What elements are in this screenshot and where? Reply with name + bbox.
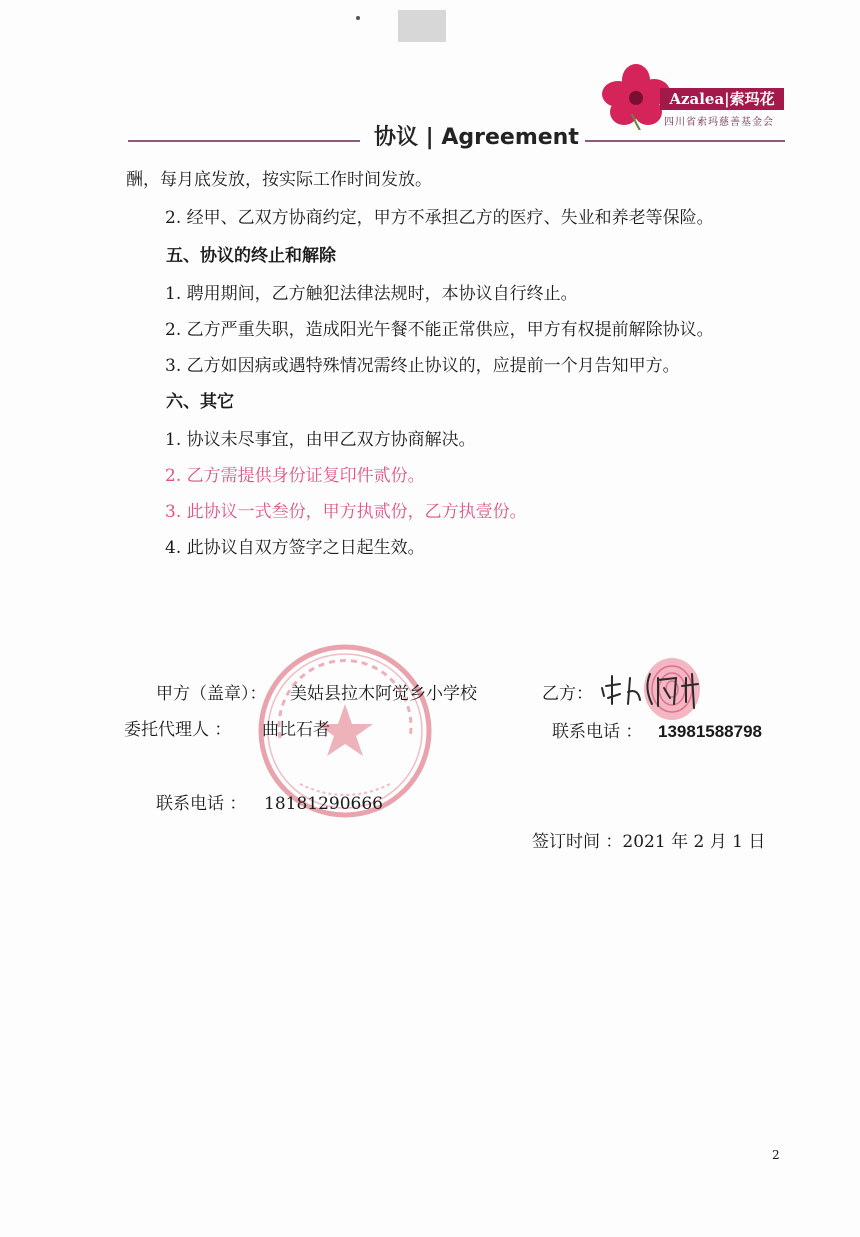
party-a-phone: 18181290666 [264, 794, 383, 814]
party-a-phone-label: 联系电话 ： [156, 794, 247, 814]
agent-label: 委托代理人 ： [124, 720, 232, 740]
scan-dot [356, 16, 360, 20]
logo-org-name: 四川省索玛慈善基金会 [664, 117, 774, 128]
page-number: 2 [772, 1148, 780, 1162]
party-a-name: 美姑县拉木阿觉乡小学校 [290, 684, 477, 704]
party-b-phone-label: 联系电话 ： [552, 722, 643, 742]
party-b-phone: 13981588798 [658, 722, 763, 741]
section-6-title: 六、其它 [166, 392, 234, 412]
section-5-title: 五、协议的终止和解除 [166, 246, 336, 266]
party-b-label: 乙方： [542, 684, 593, 704]
header-rule-right [585, 140, 785, 142]
section-6-item-4: 4. 此协议自双方签字之日起生效。 [165, 538, 425, 558]
party-a-label: 甲方（盖章）： [156, 684, 267, 704]
header-rule-left [128, 140, 360, 142]
section-5-item-1: 1. 聘用期间，乙方触犯法律法规时，本协议自行终止。 [165, 284, 578, 304]
section-6-item-1: 1. 协议未尽事宜，由甲乙双方协商解决。 [165, 430, 476, 450]
section-6-item-3: 3. 此协议一式叁份，甲方执贰份，乙方执壹份。 [165, 502, 527, 522]
continued-line: 酬，每月底发放，按实际工作时间发放。 [126, 170, 432, 190]
header-title: 协议 | Agreement [374, 125, 579, 150]
signing-date: 签订时间 ：2021 年 2 月 1 日 [532, 832, 766, 852]
section-6-item-2: 2. 乙方需提供身份证复印件贰份。 [165, 466, 425, 486]
section-5-item-3: 3. 乙方如因病或遇特殊情况需终止协议的，应提前一个月告知甲方。 [165, 356, 680, 376]
agent-name: 曲比石者 [262, 720, 330, 740]
clause-item: 2. 经甲、乙双方协商约定，甲方不承担乙方的医疗、失业和养老等保险。 [165, 208, 714, 228]
handwritten-signature-icon [586, 664, 746, 714]
section-5-item-2: 2. 乙方严重失职，造成阳光午餐不能正常供应，甲方有权提前解除协议。 [165, 320, 714, 340]
foundation-logo [660, 88, 788, 130]
scan-artifact [398, 10, 446, 42]
logo-brand-name: Azalea|索玛花 [660, 88, 784, 110]
